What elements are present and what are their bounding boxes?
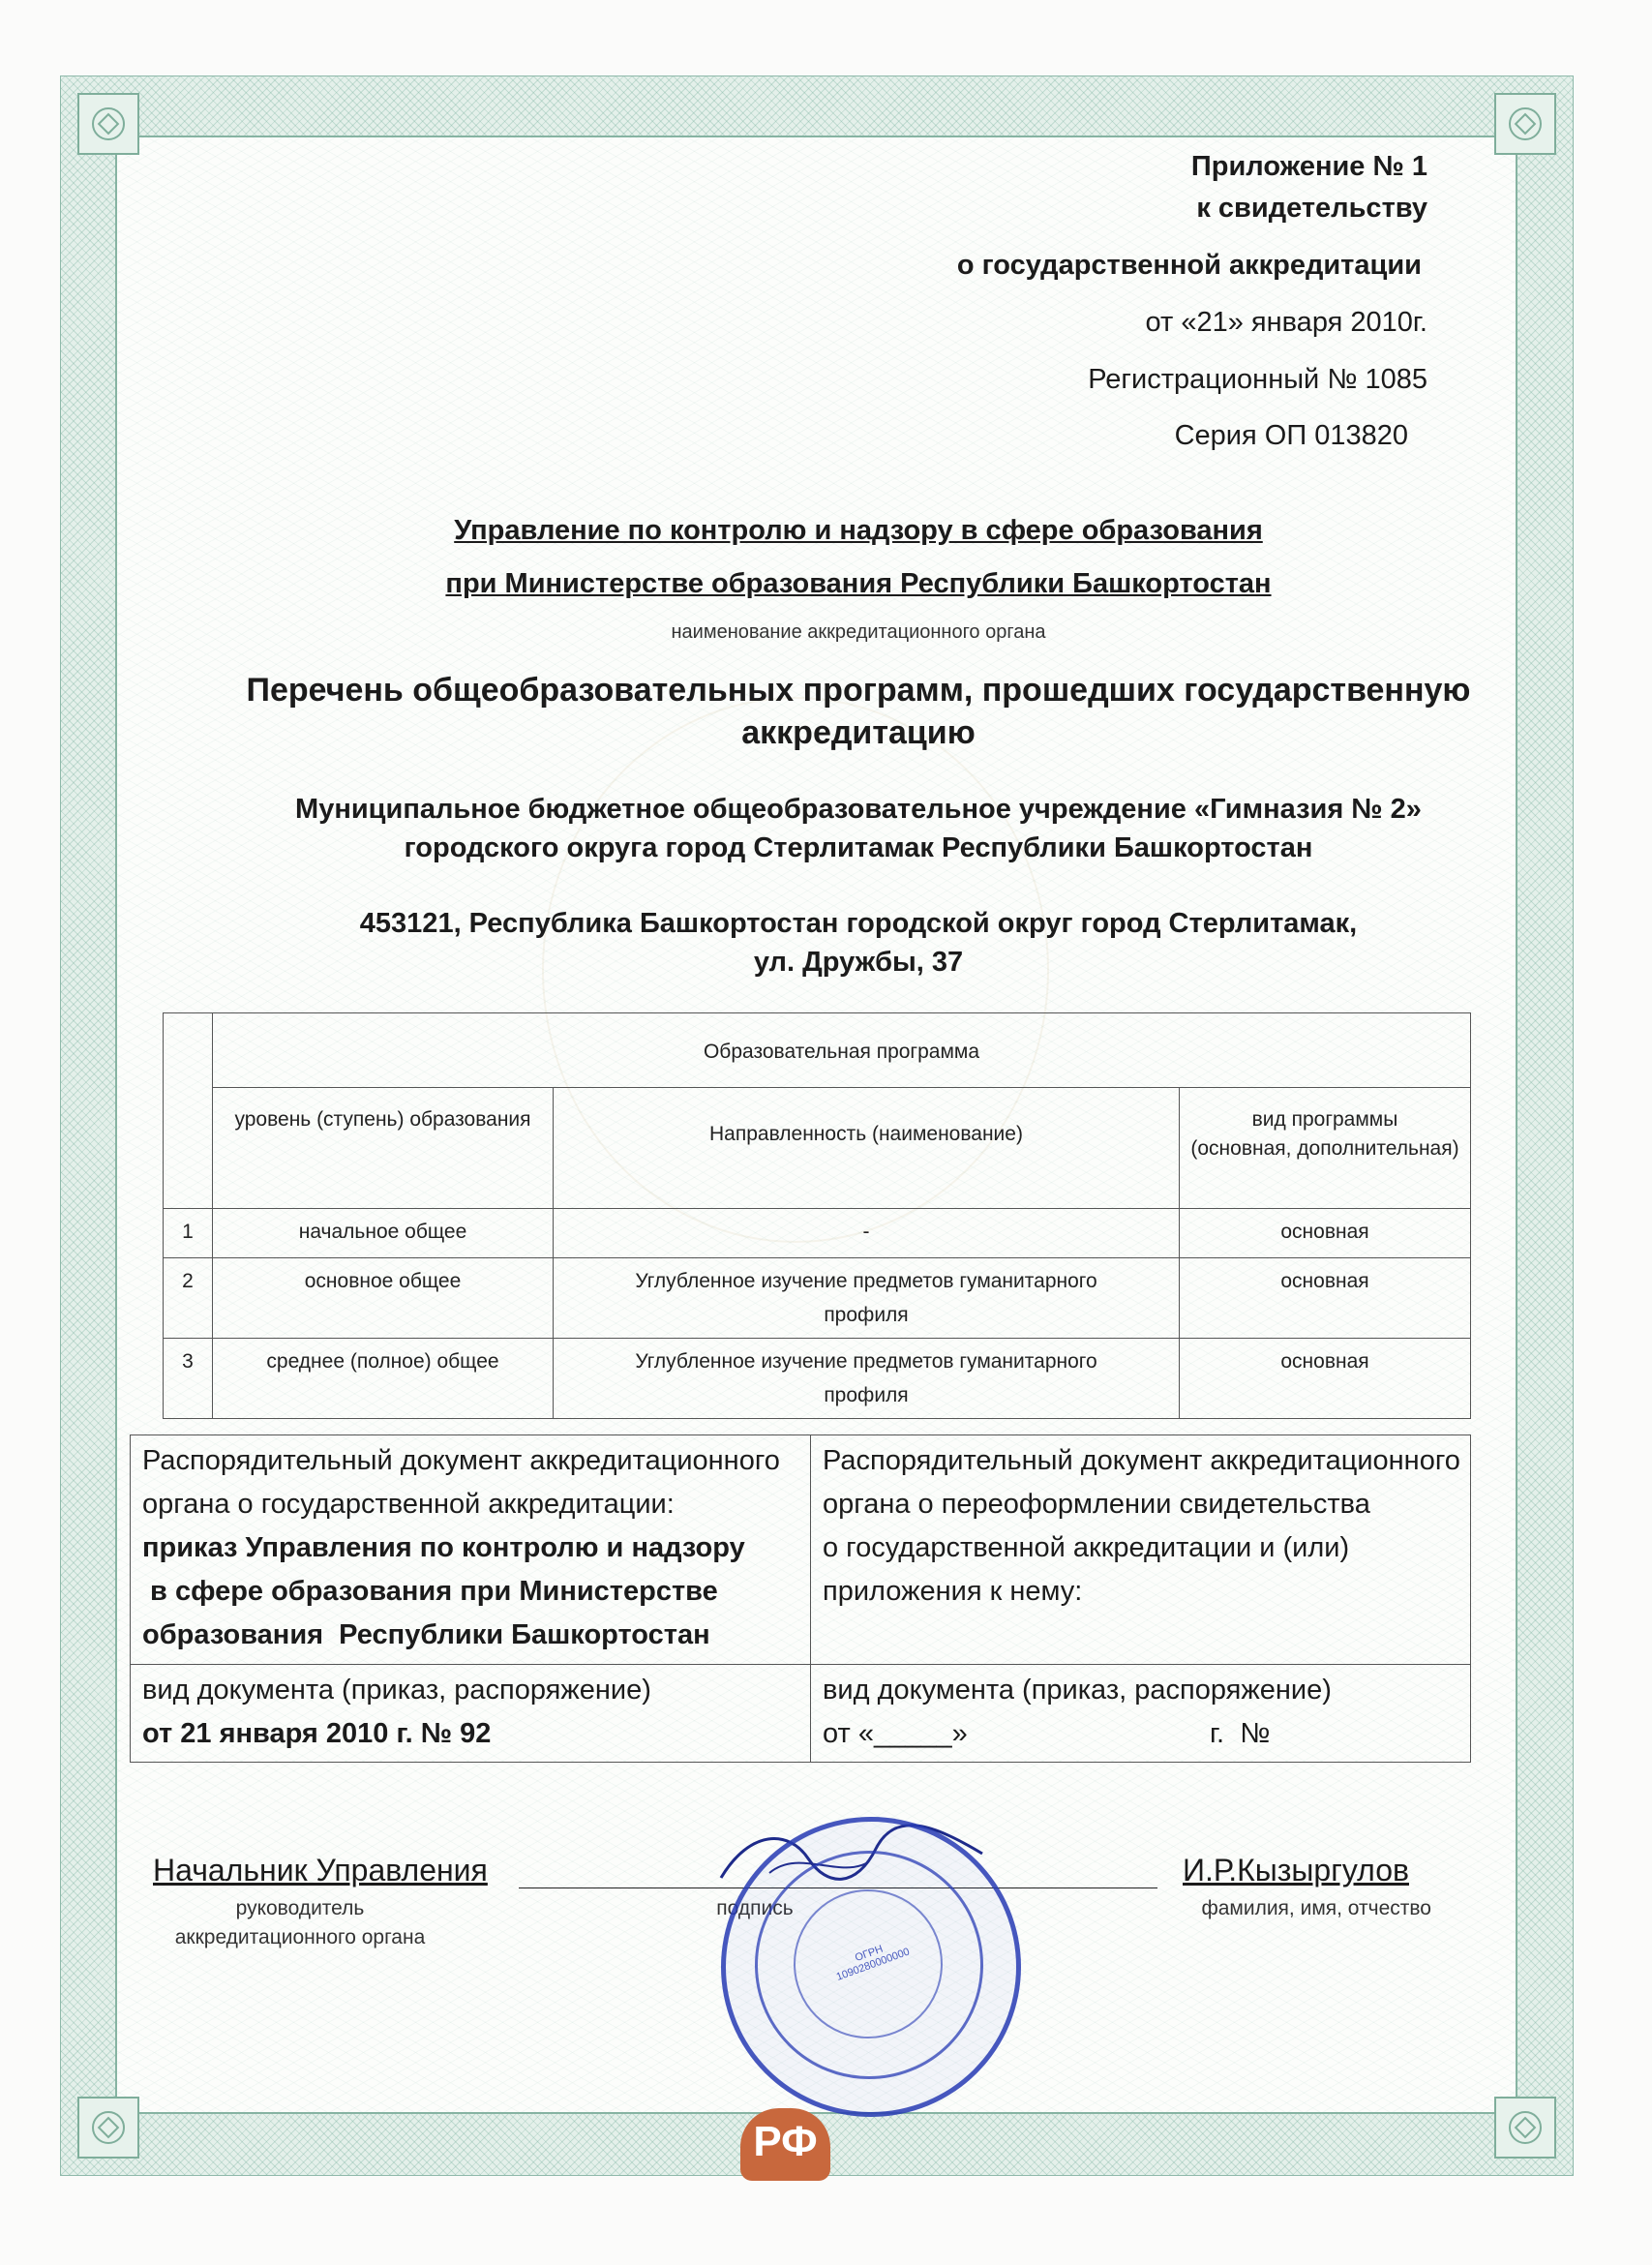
rf-logo	[740, 2108, 830, 2181]
row-type: основная	[1180, 1209, 1471, 1258]
row-direction: Углубленное изучение предметов гуманитарного профиля	[554, 1339, 1180, 1419]
official-stamp	[721, 1817, 1021, 2117]
address-line1: 453121, Республика Башкортостан городской округ город Стерлитамак,	[359, 908, 1358, 939]
table-group-header: Образовательная программа	[213, 1013, 1471, 1088]
row-level: основное общее	[213, 1258, 554, 1339]
authority-name-line1: Управление по контролю и надзору в сфере образования	[454, 515, 1263, 546]
orders-table	[130, 1434, 1471, 1763]
authority-name-line2: при Министерстве образования Республики Башкортостан	[445, 568, 1272, 599]
column-header-type	[1180, 1088, 1471, 1209]
reissue-order-text: Распорядительный документ аккредитационного	[823, 1445, 1460, 1476]
signatory-name: И.Р.Кызыргулов	[1183, 1853, 1409, 1888]
signature-caption: подпись	[716, 1897, 794, 1919]
column-header-direction: Направленность (наименование)	[554, 1088, 1180, 1209]
accreditation-order-name: образования Республики Башкортостан	[142, 1619, 710, 1650]
row-level: начальное общее	[213, 1209, 554, 1258]
reissue-order-text: приложения к нему:	[823, 1576, 1083, 1607]
table-row	[164, 1209, 1471, 1258]
document-title-line2: аккредитацию	[741, 714, 976, 751]
certificate-series: Серия ОП 013820	[1174, 420, 1408, 451]
row-number: 2	[164, 1258, 213, 1339]
accreditation-certificate-label: о государственной аккредитации	[956, 250, 1422, 281]
reissue-order-date: от «_____»	[823, 1718, 968, 1749]
stamp-text: ОГРН 1090280000000	[834, 1943, 912, 1983]
document-type-label: вид документа (приказ, распоряжение)	[823, 1675, 1332, 1706]
reissue-order-text: о государственной аккредитации и (или)	[823, 1532, 1350, 1563]
name-caption: фамилия, имя, отчество	[1201, 1897, 1431, 1919]
document-type-label: вид документа (приказ, распоряжение)	[142, 1675, 651, 1706]
accreditation-order-text: Распорядительный документ аккредитационного	[142, 1445, 780, 1476]
row-type: основная	[1180, 1339, 1471, 1419]
rf-logo-text: РФ	[753, 2118, 818, 2165]
reissue-order-cell	[811, 1435, 1471, 1665]
institution-name-line2: городского округа город Стерлитамак Республики Башкортостан	[404, 832, 1313, 863]
position-caption-line1: руководитель	[235, 1897, 365, 1919]
authority-caption: наименование аккредитационного органа	[671, 621, 1046, 643]
row-level: среднее (полное) общее	[213, 1339, 554, 1419]
address-line2: ул. Дружбы, 37	[753, 947, 964, 978]
column-header-type-line1: вид программы	[1251, 1108, 1398, 1131]
certificate-date: от «21» января 2010г.	[1145, 307, 1427, 338]
row-direction: Углубленное изучение предметов гуманитарного профиля	[554, 1258, 1180, 1339]
row-direction: -	[554, 1209, 1180, 1258]
position-caption-line2: аккредитационного органа	[174, 1926, 426, 1948]
reissue-order-number: г. №	[1210, 1718, 1271, 1749]
table-row	[164, 1339, 1471, 1419]
corner-ornament-icon	[77, 2097, 139, 2159]
row-type: основная	[1180, 1258, 1471, 1339]
table-row	[164, 1258, 1471, 1339]
corner-ornament-icon	[77, 93, 139, 155]
reissue-order-details	[811, 1665, 1471, 1763]
column-header-level: уровень (ступень) образования	[213, 1088, 554, 1209]
accreditation-order-cell	[131, 1435, 811, 1665]
appendix-number: Приложение № 1	[1190, 151, 1427, 182]
accreditation-order-text: органа о государственной аккредитации:	[142, 1489, 675, 1520]
institution-name-line1: Муниципальное бюджетное общеобразовательное учреждение «Гимназия № 2»	[295, 794, 1422, 825]
signatory-position: Начальник Управления	[153, 1853, 488, 1888]
reissue-order-text: органа о переоформлении свидетельства	[823, 1489, 1370, 1520]
registration-number: Регистрационный № 1085	[1088, 364, 1427, 395]
accreditation-order-date: от 21 января 2010 г. № 92	[142, 1718, 492, 1749]
column-header-type-line2: (основная, дополнительная)	[1190, 1137, 1459, 1160]
accreditation-order-details	[131, 1665, 811, 1763]
row-number: 1	[164, 1209, 213, 1258]
corner-ornament-icon	[1494, 2097, 1556, 2159]
row-number: 3	[164, 1339, 213, 1419]
accreditation-order-name: в сфере образования при Министерстве	[142, 1576, 718, 1607]
appendix-to-certificate: к свидетельству	[1196, 193, 1427, 224]
table-header-number	[164, 1013, 213, 1209]
corner-ornament-icon	[1494, 93, 1556, 155]
programs-table	[163, 1012, 1471, 1419]
accreditation-order-name: приказ Управления по контролю и надзору	[142, 1532, 745, 1563]
document-title-line1: Перечень общеобразовательных программ, прошедших государственную	[246, 672, 1471, 709]
